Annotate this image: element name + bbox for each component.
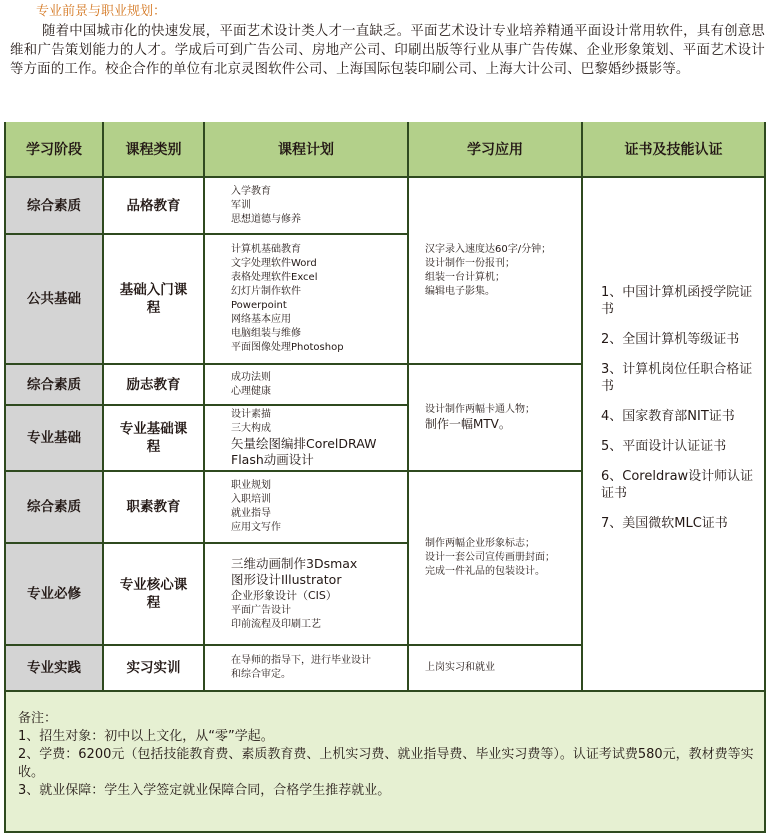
application-item: 编辑电子影集。: [425, 285, 495, 297]
plan-item: 矢量绘图编排CorelDRAW: [231, 436, 377, 451]
plan-item: 思想道德与修养: [231, 213, 301, 225]
stage-cell: 专业实践: [6, 646, 102, 690]
plan-item: 设计素描: [231, 409, 271, 420]
certificate-item: 6、Coreldraw设计师认证证书: [601, 469, 754, 501]
notes-section: [6, 692, 764, 831]
plan-cell: [205, 178, 407, 233]
category-cell: 专业核心课程: [104, 544, 203, 644]
intro-section: [10, 4, 765, 79]
plan-item: 企业形象设计（CIS）: [231, 589, 337, 602]
application-item: 设计制作两幅卡通人物；: [425, 404, 535, 415]
notes-title: 备注：: [18, 711, 58, 726]
plan-item: 三维动画制作3Dsmax: [231, 556, 358, 571]
certificate-cell: [583, 178, 764, 690]
stage-cell: 专业基础: [6, 406, 102, 470]
certificate-item: 7、美国微软MLC证书: [601, 516, 728, 531]
application-item: 制作两幅企业形象标志；: [425, 538, 535, 549]
plan-item: 平面广告设计: [231, 605, 291, 616]
category-cell: 励志教育: [104, 365, 203, 404]
application-item: 设计一套公司宣传画册封面；: [425, 552, 555, 563]
application-cell: [409, 472, 581, 644]
category-cell: 专业基础课程: [104, 406, 203, 470]
header-application: 学习应用: [409, 122, 581, 176]
application-item: 组装一台计算机；: [425, 271, 505, 283]
note-item: 3、就业保障：学生入学签定就业保障合同，合格学生推荐就业。: [18, 783, 391, 798]
application-cell: [409, 178, 581, 363]
certificate-item: 2、全国计算机等级证书: [601, 332, 740, 347]
plan-item: 印前流程及印刷工艺: [231, 619, 321, 630]
plan-item: 在导师的指导下，进行毕业设计: [231, 655, 371, 666]
application-cell: [409, 646, 581, 690]
application-item: 制作一幅MTV。: [425, 417, 511, 431]
application-item: 上岗实习和就业: [425, 662, 495, 673]
plan-item: 心理健康: [231, 385, 271, 397]
plan-item: 幻灯片制作软件: [231, 286, 301, 297]
plan-item: 电脑组装与维修: [231, 328, 301, 339]
plan-cell: [205, 544, 407, 644]
plan-item: 和综合审定。: [231, 669, 291, 680]
plan-item: 入职培训: [231, 494, 271, 505]
plan-item: 成功法则: [231, 371, 271, 383]
plan-item: 文字处理软件Word: [231, 258, 317, 269]
plan-item: 三大构成: [231, 423, 271, 434]
plan-cell: [205, 472, 407, 542]
header-certificate: 证书及技能认证: [583, 122, 764, 176]
header-stage: 学习阶段: [6, 122, 102, 176]
intro-paragraph: 随着中国城市化的快速发展，平面艺术设计类人才一直缺乏。平面艺术设计专业培养精通平面设计常用软件，具有创意思维和广告策划能力的人才。学成后可到广告公司、房地产公司、印刷出版等行业从事广告传媒、企业形象策划、平面艺术设计等方面的工作。校企合作的单位有北京灵图软件公司、上海国际包装印刷公司、上海大计公司、巴黎婚纱摄影等。: [10, 24, 765, 77]
stage-cell: 综合素质: [6, 472, 102, 542]
certificate-item: 5、平面设计认证证书: [601, 439, 727, 454]
plan-cell: [205, 365, 407, 404]
stage-cell: 综合素质: [6, 178, 102, 233]
category-cell: 实习实训: [104, 646, 203, 690]
plan-item: Powerpoint: [231, 300, 287, 311]
plan-cell: [205, 235, 407, 363]
stage-cell: 专业必修: [6, 544, 102, 644]
plan-item: 就业指导: [231, 508, 271, 519]
plan-cell: [205, 646, 407, 690]
plan-item: 入学教育: [231, 185, 271, 197]
stage-cell: 公共基础: [6, 235, 102, 363]
plan-cell: [205, 406, 407, 470]
certificate-item: 1、中国计算机函授学院证书: [601, 285, 753, 317]
plan-item: 图形设计Illustrator: [231, 572, 342, 587]
certificate-item: 4、国家教育部NIT证书: [601, 409, 735, 424]
category-cell: 基础入门课程: [104, 235, 203, 363]
curriculum-table: [4, 122, 766, 833]
plan-item: 表格处理软件Excel: [231, 272, 318, 283]
header-plan: 课程计划: [205, 122, 407, 176]
application-item: 完成一件礼品的包装设计。: [425, 566, 545, 577]
section-heading: 专业前景与职业规划：: [36, 4, 167, 19]
plan-item: 应用文写作: [231, 522, 281, 533]
note-item: 2、学费：6200元（包括技能教育费、素质教育费、上机实习费、就业指导费、毕业实习费等）。认证考试费580元，教材费等实收。: [18, 747, 754, 780]
application-item: 设计制作一份报刊；: [425, 257, 515, 269]
category-cell: 品格教育: [104, 178, 203, 233]
category-cell: 职素教育: [104, 472, 203, 542]
plan-item: 网络基本应用: [231, 314, 291, 325]
stage-cell: 综合素质: [6, 365, 102, 404]
certificate-item: 3、计算机岗位任职合格证书: [601, 362, 753, 394]
plan-item: 计算机基础教育: [231, 244, 301, 255]
note-item: 1、招生对象：初中以上文化，从“零”学起。: [18, 729, 274, 744]
plan-item: 军训: [231, 199, 251, 211]
header-category: 课程类别: [104, 122, 203, 176]
application-item: 汉字录入速度达60字/分钟；: [425, 243, 552, 255]
plan-item: 职业规划: [231, 480, 271, 491]
plan-item: 平面图像处理Photoshop: [231, 342, 344, 353]
plan-item: Flash动画设计: [231, 452, 314, 467]
application-cell: [409, 365, 581, 470]
